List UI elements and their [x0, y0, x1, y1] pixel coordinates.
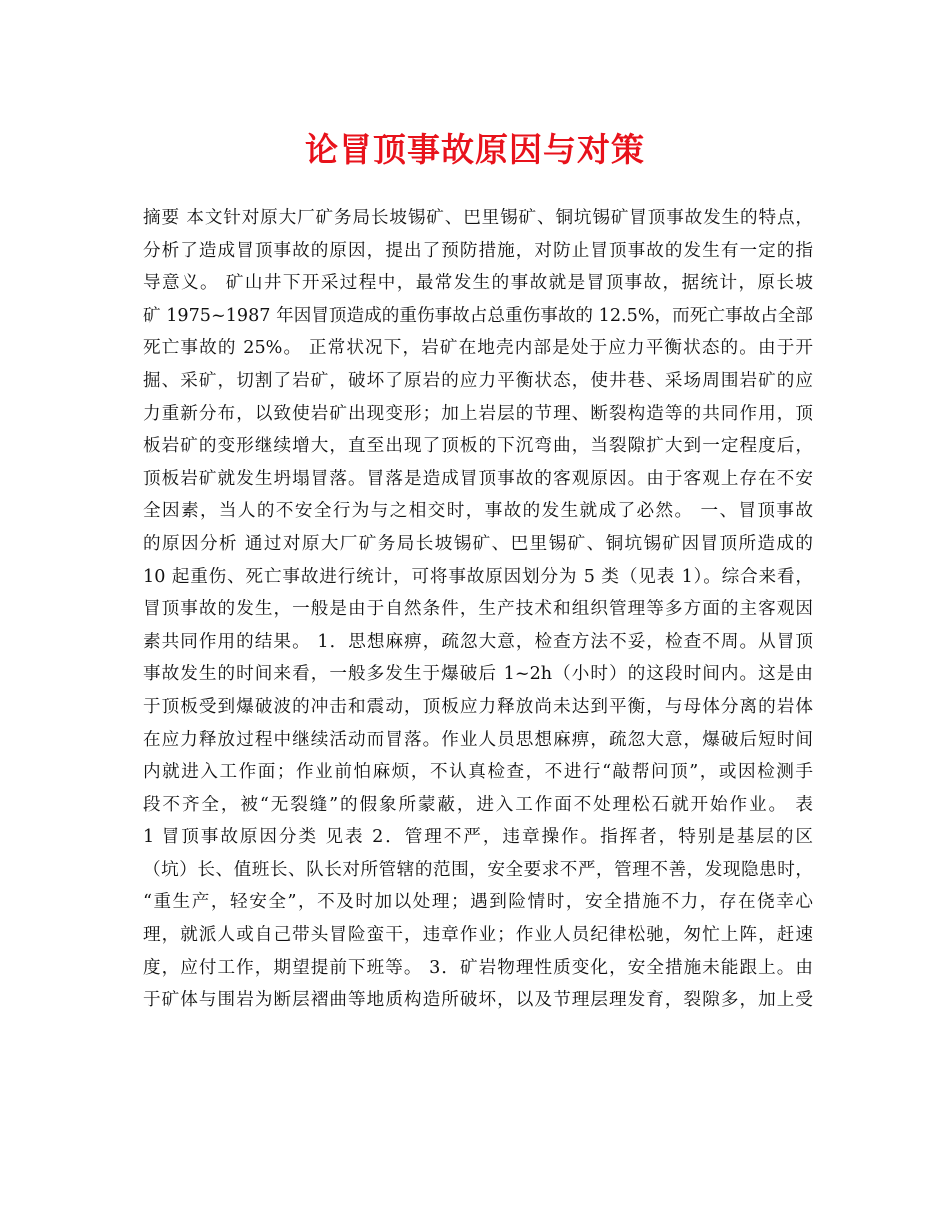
body-line: 在应力释放过程中继续活动而冒落。作业人员思想麻痹，疏忽大意，爆破后短时间 [143, 729, 813, 750]
body-line: 10 起重伤、死亡事故进行统计，可将事故原因划分为 5 类（见表 1）。综合来看， [143, 566, 813, 587]
body-line: 于顶板受到爆破波的冲击和震动，顶板应力释放尚未达到平衡，与母体分离的岩体 [143, 696, 813, 717]
body-line: 度，应付工作，期望提前下班等。 3．矿岩物理性质变化，安全措施未能跟上。由 [143, 957, 813, 978]
body-line: 掘、采矿，切割了岩矿，破坏了原岩的应力平衡状态，使井巷、采场周围岩矿的应 [143, 370, 813, 391]
body-line: （坑）长、值班长、队长对所管辖的范围，安全要求不严，管理不善，发现隐患时， [143, 859, 813, 880]
body-line: 冒顶事故的发生，一般是由于自然条件，生产技术和组织管理等多方面的主客观因 [143, 599, 813, 620]
document-body [143, 202, 813, 1017]
body-line: 段不齐全，被“无裂缝”的假象所蒙蔽，进入工作面不处理松石就开始作业。 表 [143, 794, 813, 815]
body-line: 事故发生的时间来看，一般多发生于爆破后 1~2h（小时）的这段时间内。这是由 [143, 664, 813, 685]
body-line: 内就进入工作面；作业前怕麻烦，不认真检查，不进行“敲帮问顶”，或因检测手 [143, 762, 813, 783]
body-line: 死亡事故的 25%。 正常状况下，岩矿在地壳内部是处于应力平衡状态的。由于开 [143, 338, 813, 359]
body-line: 摘要 本文针对原大厂矿务局长坡锡矿、巴里锡矿、铜坑锡矿冒顶事故发生的特点， [143, 208, 813, 228]
body-line: 分析了造成冒顶事故的原因，提出了预防措施，对防止冒顶事故的发生有一定的指 [143, 240, 813, 261]
body-line: 于矿体与围岩为断层褶曲等地质构造所破坏，以及节理层理发育，裂隙多，加上受 [143, 990, 813, 1011]
body-line: 导意义。 矿山井下开采过程中，最常发生的事故就是冒顶事故，据统计，原长坡 [143, 273, 813, 294]
body-line: 素共同作用的结果。 1．思想麻痹，疏忽大意，检查方法不妥，检查不周。从冒顶 [143, 631, 813, 652]
document-title: 论冒顶事故原因与对策 [305, 130, 645, 169]
body-line: 1 冒顶事故原因分类 见表 2．管理不严，违章操作。指挥者，特别是基层的区 [143, 827, 813, 848]
body-line: 全因素，当人的不安全行为与之相交时，事故的发生就成了必然。 一、冒顶事故 [143, 501, 813, 522]
body-line: 力重新分布，以致使岩矿出现变形；加上岩层的节理、断裂构造等的共同作用，顶 [143, 403, 813, 424]
body-line: 顶板岩矿就发生坍塌冒落。冒落是造成冒顶事故的客观原因。由于客观上存在不安 [143, 468, 813, 489]
body-line: 的原因分析 通过对原大厂矿务局长坡锡矿、巴里锡矿、铜坑锡矿因冒顶所造成的 [143, 533, 813, 554]
body-line: “重生产，轻安全”，不及时加以处理；遇到险情时，安全措施不力，存在侥幸心 [143, 892, 813, 913]
body-line: 板岩矿的变形继续增大，直至出现了顶板的下沉弯曲，当裂隙扩大到一定程度后， [143, 436, 813, 457]
body-line: 矿 1975~1987 年因冒顶造成的重伤事故占总重伤事故的 12.5%，而死亡事故占全部 [143, 305, 813, 326]
body-line: 理，就派人或自己带头冒险蛮干，违章作业；作业人员纪律松驰，匆忙上阵，赶速 [143, 925, 813, 946]
